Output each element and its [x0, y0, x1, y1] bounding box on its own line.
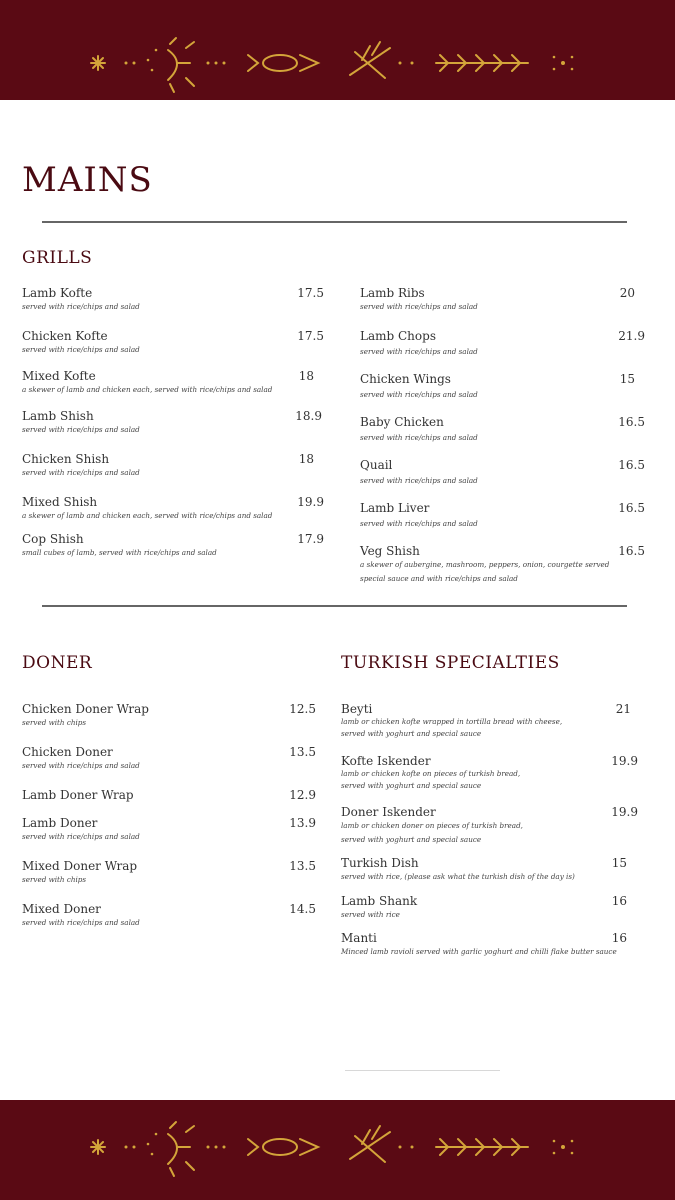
item-description-line2: served with yoghurt and special sauce: [341, 835, 482, 844]
item-price: 16.5: [618, 458, 645, 472]
section-title-turkish-specialties: TURKISH SPECIALTIES: [341, 653, 560, 673]
item-price: 17.9: [297, 532, 324, 546]
menu-item: [22, 409, 324, 437]
item-description: a skewer of lamb and chicken each, served with rice/chips and salad: [22, 385, 273, 394]
menu-item: [22, 745, 316, 773]
item-description: served with rice: [341, 910, 400, 919]
menu-item: [22, 452, 324, 480]
item-name: Baby Chicken: [360, 415, 444, 429]
item-name: Lamb Kofte: [22, 286, 93, 300]
menu-item: [22, 902, 316, 930]
menu-item: [22, 859, 316, 887]
item-description: a skewer of lamb and chicken each, served with rice/chips and salad: [22, 511, 273, 520]
page-title: MAINS: [22, 160, 153, 200]
menu-item: [22, 816, 316, 844]
item-description: a skewer of aubergine, mashroom, peppers, onion, courgette served: [360, 560, 610, 569]
item-name: Manti: [341, 931, 377, 945]
item-name: Lamb Shank: [341, 894, 418, 908]
item-price: 20: [619, 286, 635, 300]
item-price: 14.5: [289, 902, 316, 916]
item-name: Chicken Doner: [22, 745, 113, 759]
item-description: served with rice/chips and salad: [22, 468, 140, 477]
menu-item: [341, 894, 627, 922]
item-price: 12.5: [289, 702, 316, 716]
item-price: 13.5: [289, 859, 316, 873]
item-name: Kofte Iskender: [341, 754, 431, 768]
item-price: 16.5: [618, 544, 645, 558]
item-price: 15: [611, 856, 627, 870]
item-description: served with rice/chips and salad: [360, 390, 478, 399]
item-name: Chicken Kofte: [22, 329, 108, 343]
item-description: served with rice/chips and salad: [22, 302, 140, 311]
menu-item: [341, 805, 638, 847]
item-price: 12.9: [289, 788, 316, 802]
top-ornament-band: [0, 0, 675, 100]
item-description: served with rice/chips and salad: [22, 425, 140, 434]
item-price: 18: [298, 452, 314, 466]
item-price: 13.9: [289, 816, 316, 830]
item-price: 16: [611, 931, 627, 945]
item-description: lamb or chicken doner on pieces of turkish bread,: [341, 821, 523, 830]
item-name: Mixed Doner: [22, 902, 101, 916]
menu-item: [360, 458, 645, 488]
item-name: Mixed Doner Wrap: [22, 859, 138, 873]
item-description: served with chips: [22, 718, 87, 727]
item-price: 19.9: [297, 495, 324, 509]
menu-item: [341, 931, 627, 959]
item-name: Doner Iskender: [341, 805, 436, 819]
item-name: Mixed Kofte: [22, 369, 96, 383]
item-price: 16: [611, 894, 627, 908]
item-description: served with rice/chips and salad: [360, 519, 478, 528]
item-name: Veg Shish: [360, 544, 420, 558]
menu-item: [360, 372, 645, 402]
item-description: served with rice/chips and salad: [22, 832, 140, 841]
menu-item: [341, 856, 627, 884]
item-description: served with rice/chips and salad: [360, 302, 478, 311]
item-description: served with rice/chips and salad: [22, 761, 140, 770]
item-name: Quail: [360, 458, 393, 472]
menu-item: [341, 754, 638, 792]
menu-item: [22, 369, 324, 397]
menu-item: [360, 544, 645, 586]
item-name: Turkish Dish: [341, 856, 419, 870]
item-description: served with rice, (please ask what the turkish dish of the day is): [341, 872, 575, 881]
item-name: Chicken Doner Wrap: [22, 702, 149, 716]
item-price: 21: [615, 702, 631, 716]
item-name: Mixed Shish: [22, 495, 98, 509]
menu-item: [360, 329, 645, 359]
menu-item: [22, 329, 324, 357]
menu-item: [360, 286, 645, 314]
item-name: Lamb Doner: [22, 816, 98, 830]
item-price: 21.9: [618, 329, 645, 343]
menu-item: [360, 415, 645, 445]
item-name: Beyti: [341, 702, 373, 716]
item-price: 16.5: [618, 415, 645, 429]
item-price: 19.9: [611, 754, 638, 768]
item-description: served with rice/chips and salad: [22, 345, 140, 354]
tribal-ornament-icon: [0, 0, 675, 100]
item-name: Chicken Wings: [360, 372, 451, 386]
item-description: Minced lamb ravioli served with garlic yoghurt and chilli flake butter sauce: [341, 947, 617, 956]
item-price: 16.5: [618, 501, 645, 515]
item-description: lamb or chicken kofte on pieces of turkish bread,: [341, 769, 521, 778]
menu-item: [22, 702, 316, 730]
item-price: 17.5: [297, 286, 324, 300]
menu-item: [22, 286, 324, 314]
menu-item: [341, 702, 631, 740]
item-price: 18: [298, 369, 314, 383]
menu-item: [22, 495, 324, 523]
item-description: lamb or chicken kofte wrapped in tortilla bread with cheese,: [341, 717, 563, 726]
item-name: Lamb Shish: [22, 409, 94, 423]
tribal-ornament-icon: [0, 1100, 675, 1200]
item-price: 15: [619, 372, 635, 386]
item-name: Cop Shish: [22, 532, 84, 546]
section-title-grills: GRILLS: [22, 248, 93, 268]
item-description: small cubes of lamb, served with rice/chips and salad: [22, 548, 217, 557]
item-description: served with rice/chips and salad: [360, 347, 478, 356]
item-description-line2: special sauce and with rice/chips and salad: [360, 574, 518, 583]
menu-item: [22, 788, 316, 802]
bottom-ornament-band: [0, 1100, 675, 1200]
item-name: Chicken Shish: [22, 452, 110, 466]
divider: [42, 221, 627, 223]
item-description-line2: served with yoghurt and special sauce: [341, 729, 482, 738]
menu-item: [360, 501, 645, 531]
item-price: 18.9: [295, 409, 322, 423]
item-description: served with rice/chips and salad: [360, 433, 478, 442]
item-description: served with chips: [22, 875, 87, 884]
item-name: Lamb Liver: [360, 501, 430, 515]
divider: [42, 605, 627, 607]
item-price: 17.5: [297, 329, 324, 343]
item-description: served with rice/chips and salad: [360, 476, 478, 485]
item-description-line2: served with yoghurt and special sauce: [341, 781, 482, 790]
item-description: served with rice/chips and salad: [22, 918, 140, 927]
item-name: Lamb Doner Wrap: [22, 788, 134, 802]
item-price: 19.9: [611, 805, 638, 819]
item-price: 13.5: [289, 745, 316, 759]
menu-item: [22, 532, 324, 560]
section-title-doner: DONER: [22, 653, 93, 673]
item-name: Lamb Chops: [360, 329, 436, 343]
faint-divider: [345, 1070, 500, 1071]
item-name: Lamb Ribs: [360, 286, 425, 300]
